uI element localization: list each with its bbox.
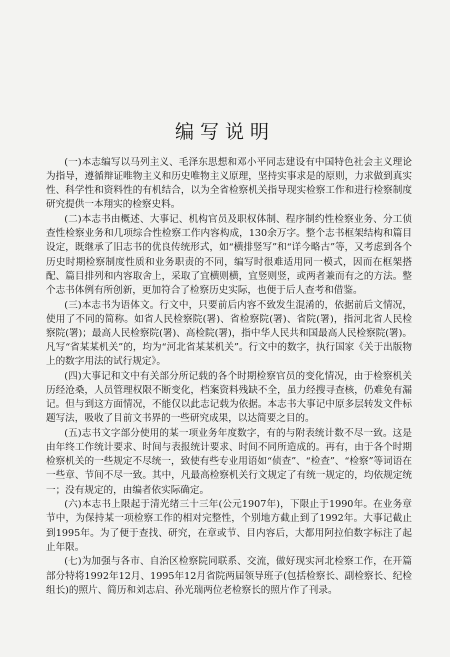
paragraph-2: (二)本志书由概述、大事记、机构官员及职权体制、程序制约性检察业务、分工侦查性检察业务和几项综合性检察工作内容构成，130余万字。整个志书框架结构和篇目设定，既继承了旧志书的优良传统形式，如“横排竖写”和“详今略古”等，又考虑到各个历史时期检察制度性质和业务职责的不同，编写时很难适用同一模式，因而在框架搭配、篇目排列和内容取舍上，采取了宜横则横，宜竖则竖，或两者兼而有之的方法。整个志书体例有所创新，更加符合了检察历史实际，也便于后人查考和借鉴。 bbox=[46, 214, 412, 296]
page-title: 编写说明 bbox=[174, 121, 275, 143]
paragraph-1: (一)本志编写以马列主义、毛泽东思想和邓小平同志建设有中国特色社会主义理论为指导，遵循辩证唯物主义和历史唯物主义原理，坚持实事求是的原则，力求做到真实性、科学性和资料性的有机结合，以为全省检察机关指导现实检察工作和进行检察制度研究提供一本翔实的检察史料。 bbox=[46, 157, 412, 211]
page-footer-margin bbox=[0, 629, 450, 657]
paragraph-3: (三)本志书为语体文。行文中，只要前后内容不致发生混淆的，依据前后文情况，使用了不同的简称。如省人民检察院(署)、省检察院(署)、省院(署)，指河北省人民检察院(署)；最高人民检察院(署)、高检院(署)，指中华人民共和国最高人民检察院(署)。凡写“省某某机关”的，均为“河北省某某机关”。行文中的数字，执行国家《关于出版物上的数字用法的试行规定》。 bbox=[46, 299, 412, 368]
paragraph-6: (六)本志书上限起于清光绪三十三年(公元1907年)，下限止于1990年。在业务章节中，为保持某一项检察工作的相对完整性，个别地方截止到了1992年。大事记截止到1995年。为了便于查找、研究，在章或节、目内容后，大都用阿拉伯数字标注了起止年限。 bbox=[46, 499, 412, 553]
paragraph-4: (四)大事记和文中有关部分所记载的各个时期检察官员的变化情况，由于检察机关历经沧桑，人员管理权限不断变化，档案资料残缺不全，虽力经搜寻查核，仍难免有漏记。但与到这方面情况，不能仅以此志记载为依据。本志书大事记中原多层转发文件标题写法，吸收了目前文书界的一些研究成果，以达简要之目的。 bbox=[46, 370, 412, 425]
document-body bbox=[46, 156, 412, 598]
paragraph-5: (五)志书文字部分使用的某一项业务年度数字，有的与附表统计数不尽一致。这是由年终工作统计要求、时间与表报统计要求、时间不同所造成的。再有，由于各个时期检察机关的一些规定不尽统一，致使有些专业用语如“侦查”、“检查”、“检察”等词语在一些章、节间不尽一致。其中，凡最高检察机关行文规定了有统一规定的，均依规定统一；没有规定的，由编者依实际确定。 bbox=[46, 427, 412, 496]
paragraph-7: (七)为加强与各市、自治区检察院同联系、交流，做好现实河北检察工作，在开篇部分特将1992年12月、1995年12月省院两届领导班子(包括检察长、副检察长、纪检组长)的照片、简历和刘志启、孙光瑞两位老检察长的照片作了刊录。 bbox=[46, 556, 412, 596]
